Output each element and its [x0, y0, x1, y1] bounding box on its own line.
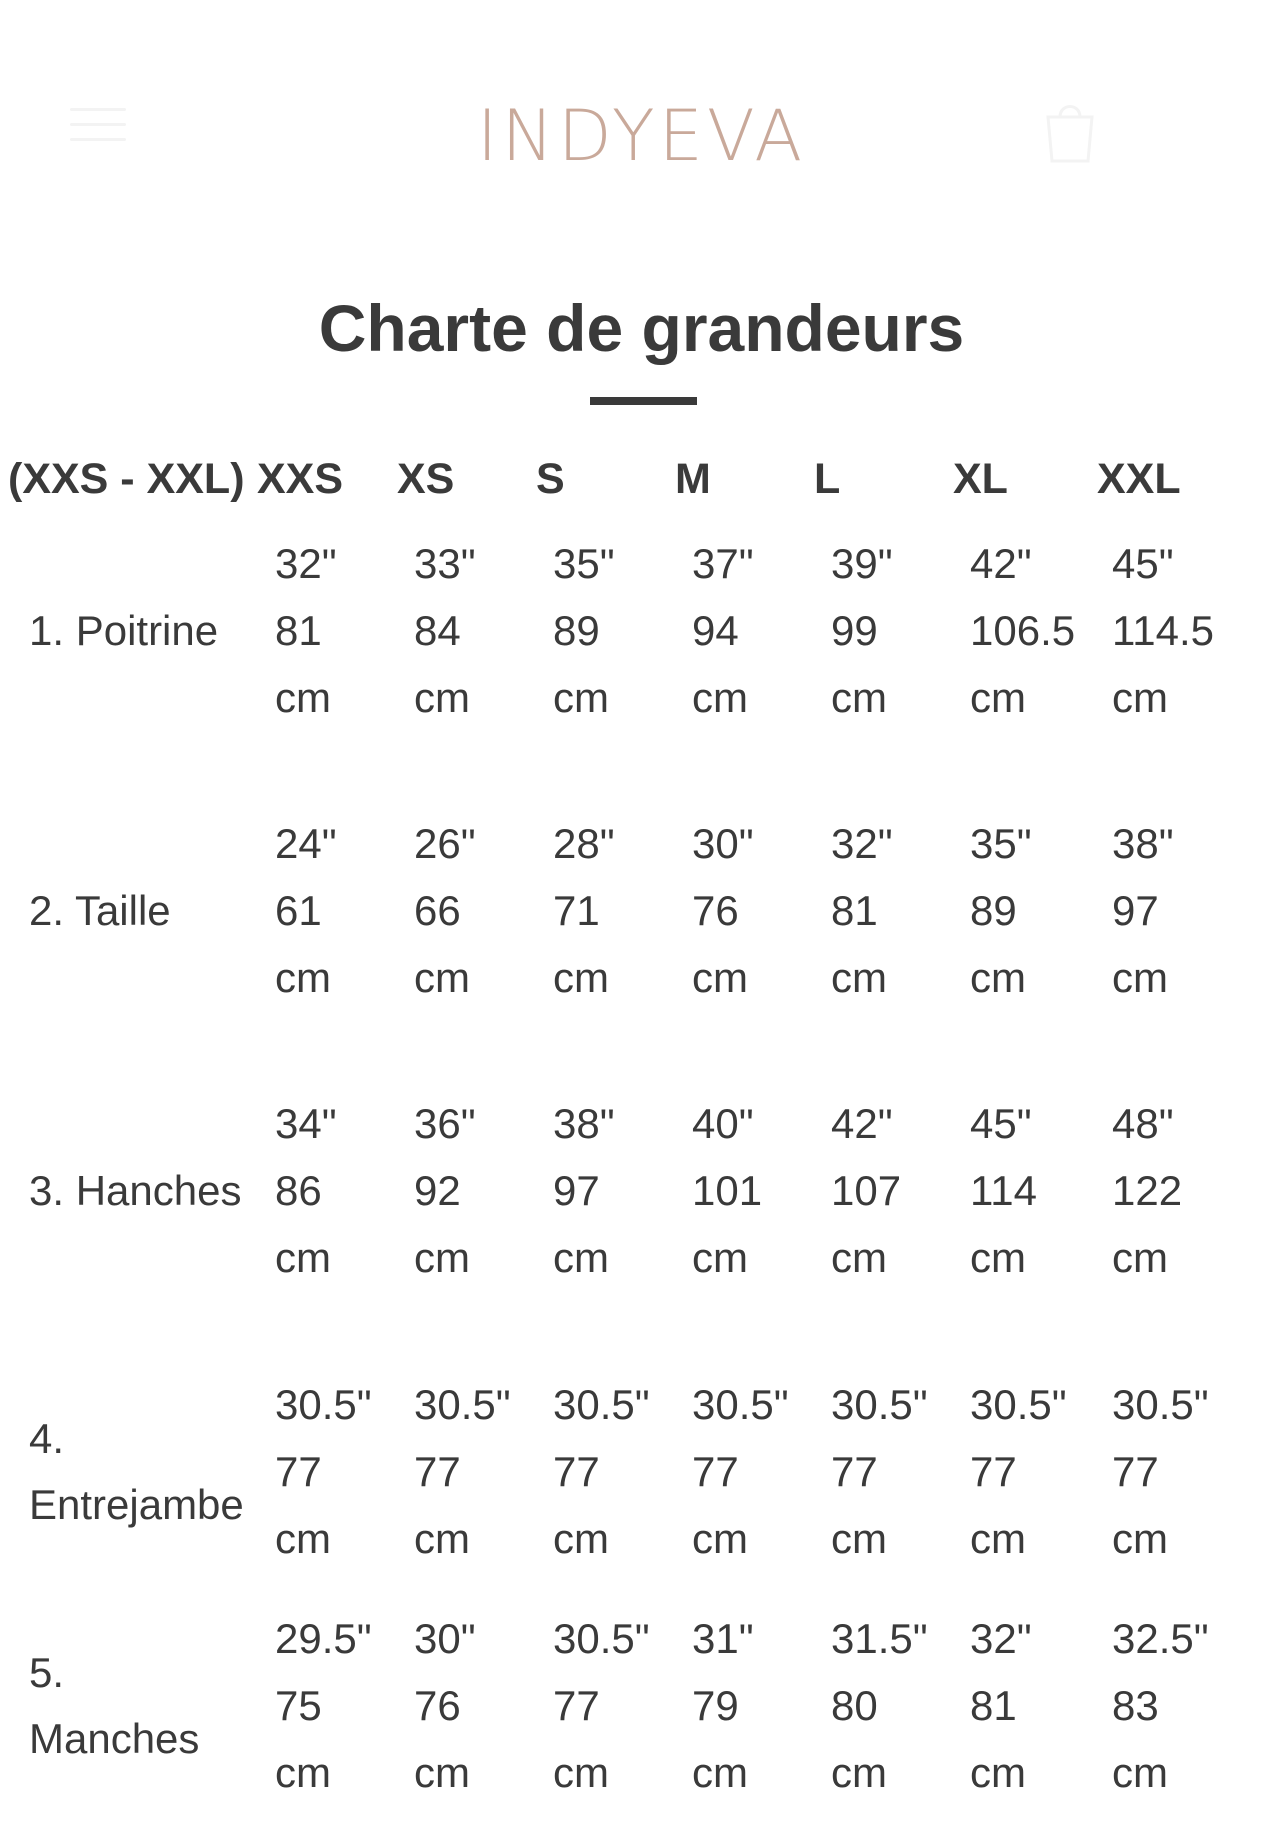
table-cell: 35" 89 cm — [970, 820, 1032, 1001]
measure-label-taille: 2. Taille — [29, 886, 171, 934]
table-cell: 30" 76 cm — [692, 820, 754, 1001]
size-chart-table — [8, 455, 1236, 1806]
table-cell: 32" 81 cm — [831, 820, 893, 1001]
table-cell: 42" 106.5 cm — [970, 540, 1076, 721]
header-m: M — [675, 455, 711, 503]
brand-logo[interactable]: INDYEVA — [476, 95, 807, 177]
table-cell: 34" 86 cm — [275, 1100, 337, 1281]
table-cell: 36" 92 cm — [414, 1100, 476, 1281]
table-cell: 30.5" 77 cm — [692, 1381, 789, 1562]
table-cell: 37" 94 cm — [692, 540, 754, 721]
table-row — [8, 1011, 1236, 1291]
table-cell: 29.5" 75 cm — [275, 1615, 372, 1796]
table-cell: 35" 89 cm — [553, 540, 615, 721]
table-cell: 30.5" 77 cm — [831, 1381, 928, 1562]
site-header — [0, 0, 1283, 200]
measure-label-entrejambe: 4. Entrejambe — [29, 1414, 244, 1528]
table-cell: 30.5" 77 cm — [553, 1615, 650, 1796]
table-cell: 45" 114.5 cm — [1112, 540, 1214, 721]
table-cell: 45" 114 cm — [970, 1100, 1037, 1281]
table-cell: 30.5" 77 cm — [414, 1381, 511, 1562]
table-cell: 30.5" 77 cm — [275, 1381, 372, 1562]
table-cell: 30.5" 77 cm — [970, 1381, 1067, 1562]
header-row — [8, 455, 1236, 525]
header-xxl: XXL — [1097, 455, 1181, 503]
table-row — [8, 525, 1236, 731]
table-cell: 32" 81 cm — [275, 540, 337, 721]
measure-label-manches: 5. Manches — [29, 1648, 200, 1762]
table-cell: 26" 66 cm — [414, 820, 476, 1001]
table-cell: 30.5" 77 cm — [1112, 1381, 1209, 1562]
measure-label-poitrine: 1. Poitrine — [29, 606, 219, 654]
table-cell: 33" 84 cm — [414, 540, 476, 721]
table-cell: 31" 79 cm — [692, 1615, 754, 1796]
table-cell: 38" 97 cm — [1112, 820, 1174, 1001]
table-cell: 48" 122 cm — [1112, 1100, 1183, 1281]
header-s: S — [536, 455, 565, 503]
table-cell: 30.5" 77 cm — [553, 1381, 650, 1562]
header-size-range: (XXS - XXL) — [8, 455, 245, 503]
table-cell: 31.5" 80 cm — [831, 1615, 928, 1796]
table-cell: 24" 61 cm — [275, 820, 337, 1001]
table-row — [8, 1291, 1236, 1572]
table-cell: 42" 107 cm — [831, 1100, 902, 1281]
table-row — [8, 731, 1236, 1011]
table-cell: 39" 99 cm — [831, 540, 893, 721]
header-xxs: XXS — [257, 455, 344, 503]
title-underline — [590, 397, 697, 405]
measure-label-hanches: 3. Hanches — [29, 1166, 242, 1214]
shopping-bag-icon[interactable] — [1040, 95, 1100, 165]
header-xl: XL — [953, 455, 1008, 503]
table-cell: 40" 101 cm — [692, 1100, 763, 1281]
table-row — [8, 1572, 1236, 1806]
table-cell: 32" 81 cm — [970, 1615, 1032, 1796]
table-cell: 38" 97 cm — [553, 1100, 615, 1281]
table-cell: 30" 76 cm — [414, 1615, 476, 1796]
table-cell: 28" 71 cm — [553, 820, 615, 1001]
header-l: L — [814, 455, 841, 503]
header-xs: XS — [397, 455, 455, 503]
table-cell: 32.5" 83 cm — [1112, 1615, 1209, 1796]
page-title: Charte de grandeurs — [318, 291, 965, 365]
